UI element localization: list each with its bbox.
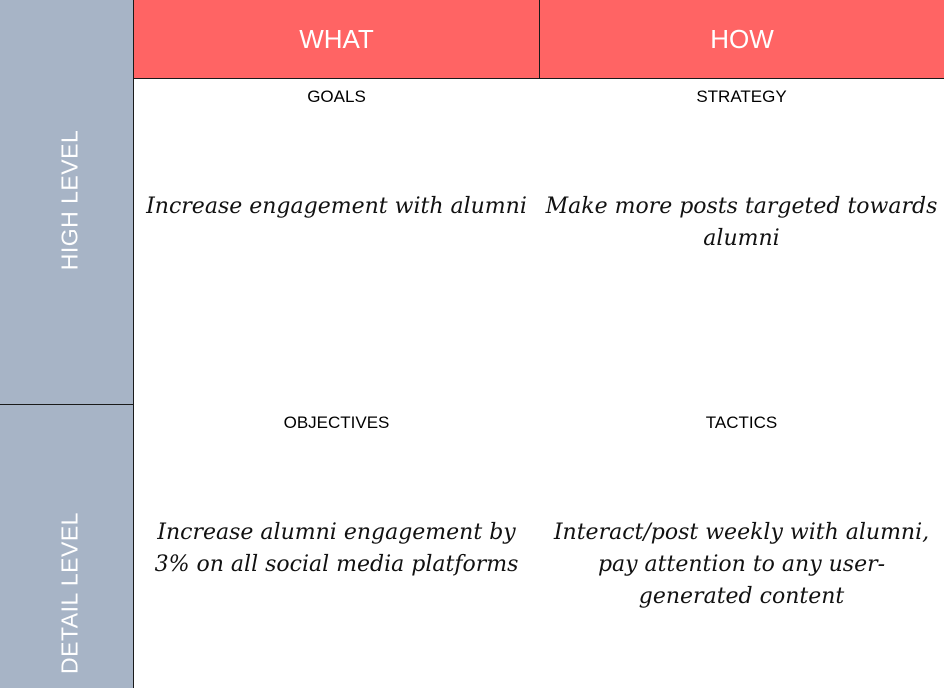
cell-goals bbox=[134, 78, 540, 406]
cell-tactics-title: TACTICS bbox=[705, 413, 778, 432]
column-header-how bbox=[539, 0, 944, 78]
cell-objectives-text: Increase alumni engagement by 3% on all social media platforms bbox=[154, 520, 519, 577]
row-header-high-level-label: HIGH LEVEL bbox=[56, 129, 83, 271]
cell-objectives-title: OBJECTIVES bbox=[283, 413, 390, 432]
row-header-detail-level-label: DETAIL LEVEL bbox=[56, 512, 83, 674]
column-header-what-label: WHAT bbox=[299, 23, 374, 54]
cell-tactics-text: Interact/post weekly with alumni, pay attention to any user-generated content bbox=[553, 520, 930, 609]
cell-objectives bbox=[134, 405, 540, 688]
cell-goals-text: Increase engagement with alumni bbox=[146, 194, 527, 219]
row-header-detail-level bbox=[0, 405, 134, 688]
row-header-high-level bbox=[0, 0, 134, 405]
cell-goals-title: GOALS bbox=[307, 87, 366, 106]
column-header-how-label: HOW bbox=[710, 23, 774, 54]
cell-strategy bbox=[539, 78, 944, 406]
column-header-what bbox=[134, 0, 539, 78]
cell-tactics bbox=[539, 405, 944, 688]
cell-strategy-text: Make more posts targeted towards alumni bbox=[545, 194, 938, 251]
cell-strategy-title: STRATEGY bbox=[696, 87, 787, 106]
